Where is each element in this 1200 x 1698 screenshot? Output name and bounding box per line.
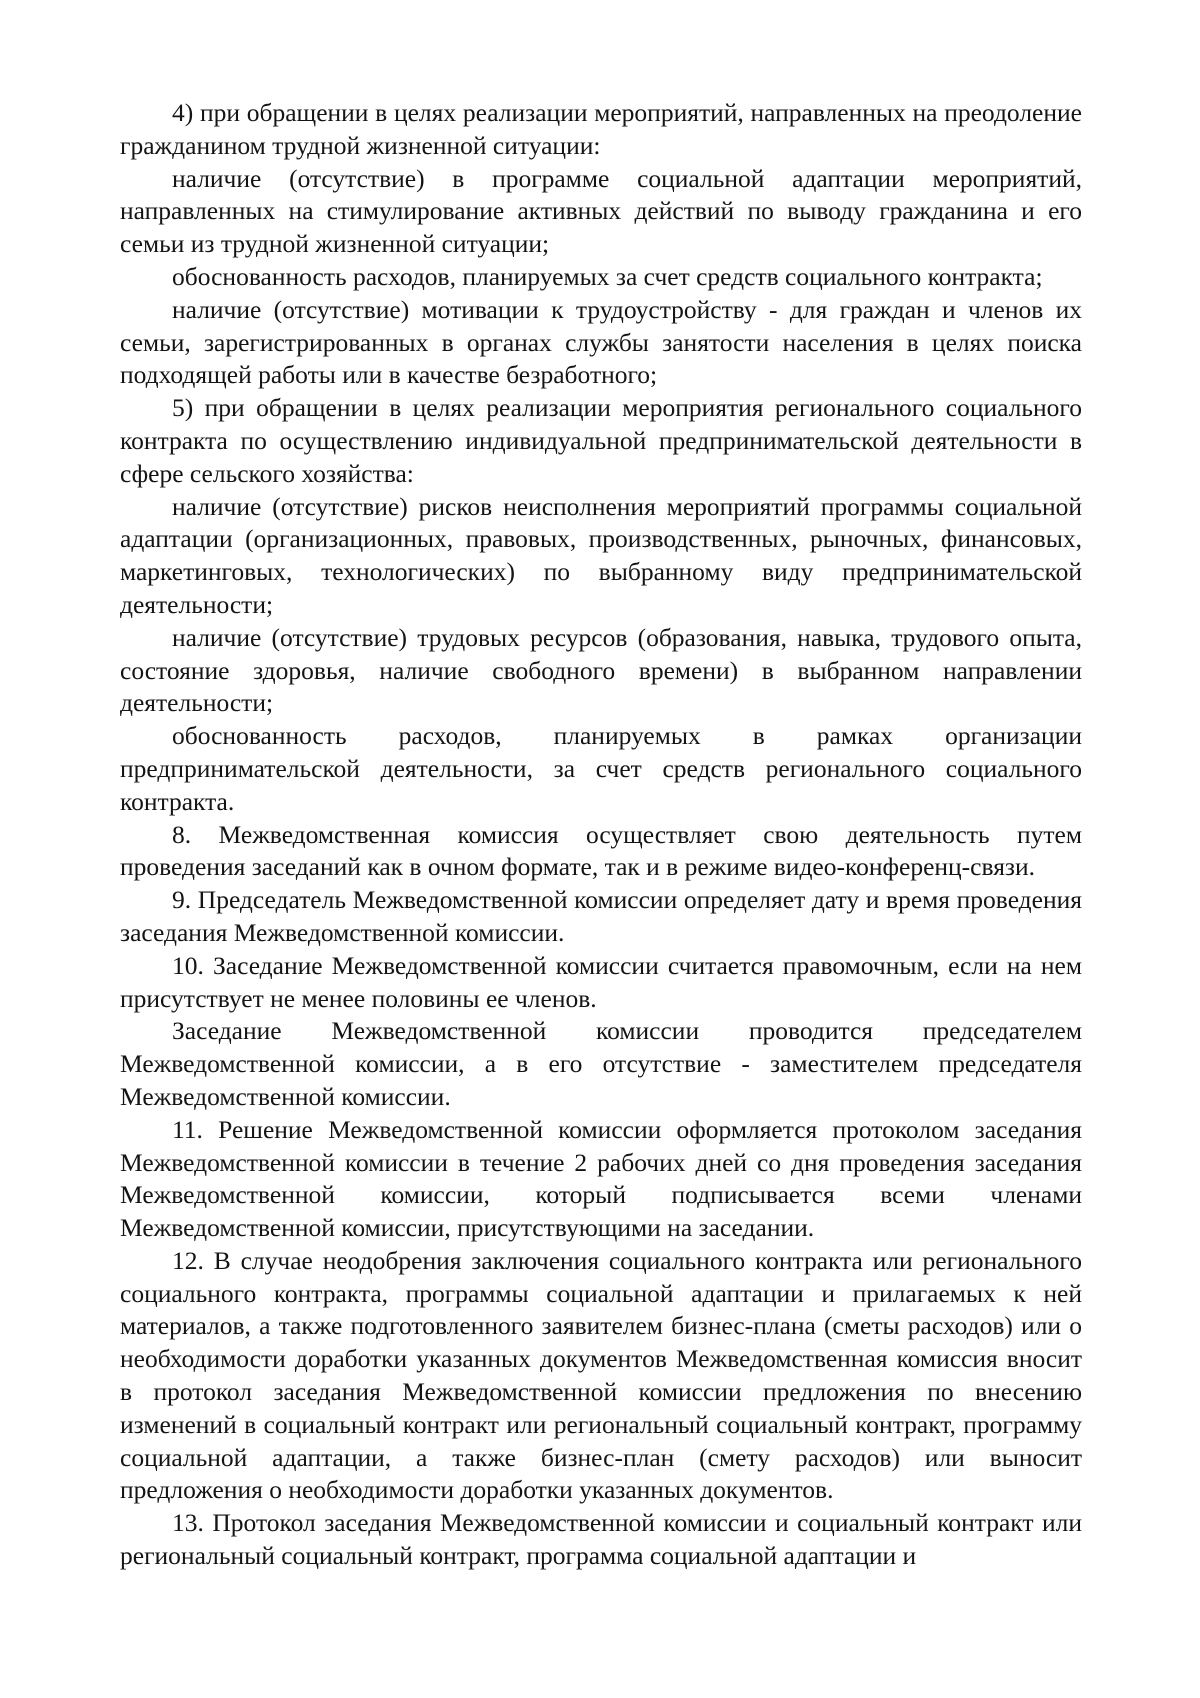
paragraph-section-11: 11. Решение Межведомственной комиссии оформляется протоколом заседания Межведомственной комиссии в течение 2 рабочих дней со дня проведения заседания Межведомственной комиссии, который подписывается всеми членами Межведомственной комиссии, присутствующими на заседании. (120, 1114, 1082, 1243)
paragraph-risks: наличие (отсутствие) рисков неисполнения мероприятий программы социальной адаптации (организационных, правовых, производственных, рыночных, финансовых, маркетинговых, технологических) по выбранному виду предпринимательской деятельности; (120, 491, 1082, 619)
paragraph-item-5-intro: 5) при обращении в целях реализации мероприятия регионального социального контракта по осуществлению индивидуальной предпринимательской деятельности в сфере сельского хозяйства: (120, 393, 1082, 488)
paragraph-section-9: 9. Председатель Межведомственной комиссии определяет дату и время проведения заседания Межведомственной комиссии. (120, 885, 1082, 947)
paragraph-adaptation-measures: наличие (отсутствие) в программе социальной адаптации мероприятий, направленных на стимулирование активных действий по выводу гражданина и его семьи из трудной жизненной ситуации; (120, 163, 1082, 259)
document-page (120, 97, 1082, 1573)
paragraph-business-expenses: обоснованность расходов, планируемых в рамках организации предпринимательской деятельности, за счет средств регионального социального контракта. (120, 721, 1082, 816)
paragraph-section-10: 10. Заседание Межведомственной комиссии считается правомочным, если на нем присутствует не менее половины ее членов. (120, 950, 1082, 1013)
paragraph-meeting-chair: Заседание Межведомственной комиссии проводится председателем Межведомственной комиссии, а в его отсутствие - заместителем председателя Межведомственной комиссии. (120, 1016, 1082, 1111)
paragraph-section-12: 12. В случае неодобрения заключения социального контракта или регионального социального контракта, программы социальной адаптации и прилагаемых к ней материалов, а также подготовленного заявителем бизнес-плана (сметы расходов) или о необходимости доработки указанных документов Межведомственная комиссия вносит в протокол заседания Межведомственной комиссии предложения по внесению изменений в социальный контракт или региональный социальный контракт, программу социальной адаптации, а также бизнес-план (смету расходов) или выносит предложения о необходимости доработки указанных документов. (120, 1245, 1082, 1505)
paragraph-section-13: 13. Протокол заседания Межведомственной комиссии и социальный контракт или региональный социальный контракт, программа социальной адаптации и (120, 1508, 1082, 1571)
paragraph-expense-justification: обоснованность расходов, планируемых за счет средств социального контракта; (172, 261, 1043, 291)
paragraph-labor-resources: наличие (отсутствие) трудовых ресурсов (образования, навыка, трудового опыта, состояние здоровья, наличие свободного времени) в выбранном направлении деятельности; (120, 622, 1082, 718)
paragraph-employment-motivation: наличие (отсутствие) мотивации к трудоустройству - для граждан и членов их семьи, зарегистрированных в органах службы занятости населения в целях поиска подходящей работы или в качестве безработного; (120, 294, 1082, 390)
paragraph-section-8: 8. Межведомственная комиссия осуществляет свою деятельность путем проведения заседаний как в очном формате, так и в режиме видео-конференц-связи. (120, 819, 1082, 882)
paragraph-item-4-intro: 4) при обращении в целях реализации мероприятий, направленных на преодоление гражданином трудной жизненной ситуации: (120, 98, 1082, 160)
